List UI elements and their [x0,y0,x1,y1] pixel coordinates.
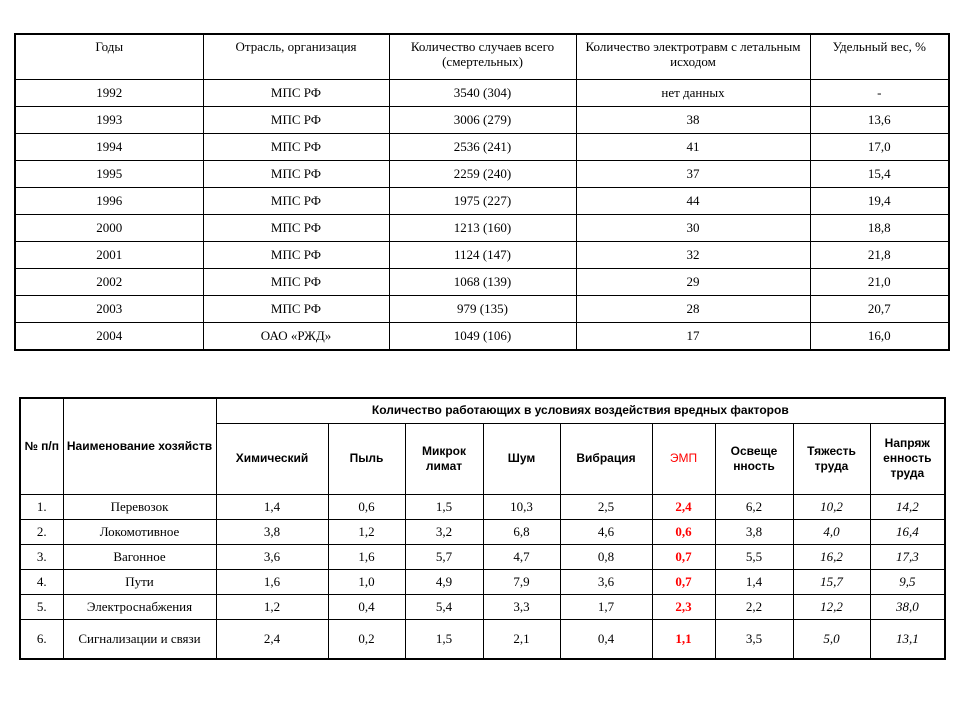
cell-chemical: 2,4 [216,619,328,659]
cell-chemical: 1,4 [216,494,328,519]
cell-organization: МПС РФ [203,296,389,323]
cell-organization: МПС РФ [203,161,389,188]
cell-total-cases: 3540 (304) [389,80,576,107]
cell-vibration: 2,5 [560,494,652,519]
header-number: № п/п [20,398,63,494]
cell-chemical: 1,6 [216,569,328,594]
cell-fatal-electrotrauma: 41 [576,134,810,161]
cell-total-cases: 1049 (106) [389,323,576,351]
cell-dust: 1,6 [328,544,405,569]
cell-number: 6. [20,619,63,659]
cell-total-cases: 1068 (139) [389,269,576,296]
table-header-row [20,398,945,423]
harmful-factors-table [19,397,946,660]
cell-share-percent: 21,8 [810,242,949,269]
table-row [15,188,949,215]
cell-emp: 2,3 [652,594,715,619]
cell-year: 1993 [15,107,203,134]
header-chemical: Химический [216,423,328,494]
table-row [20,494,945,519]
cell-fatal-electrotrauma: 44 [576,188,810,215]
cell-year: 1996 [15,188,203,215]
cell-organization: МПС РФ [203,215,389,242]
cell-organization: МПС РФ [203,269,389,296]
table-row [15,296,949,323]
cell-noise: 2,1 [483,619,560,659]
cell-total-cases: 3006 (279) [389,107,576,134]
header-lighting: Освеще нность [715,423,793,494]
cell-share-percent: 19,4 [810,188,949,215]
cell-dust: 0,6 [328,494,405,519]
cell-organization: МПС РФ [203,242,389,269]
table-row [20,569,945,594]
cell-noise: 7,9 [483,569,560,594]
cell-work-intensity: 38,0 [870,594,945,619]
cell-lighting: 3,8 [715,519,793,544]
cell-year: 1992 [15,80,203,107]
cell-work-severity: 10,2 [793,494,870,519]
cell-emp: 0,7 [652,544,715,569]
cell-department-name: Электроснабжения [63,594,216,619]
cell-year: 2002 [15,269,203,296]
cell-chemical: 3,8 [216,519,328,544]
cell-microclimate: 3,2 [405,519,483,544]
cell-department-name: Сигнализации и связи [63,619,216,659]
cell-chemical: 1,2 [216,594,328,619]
cell-chemical: 3,6 [216,544,328,569]
table-row [20,619,945,659]
cell-total-cases: 1213 (160) [389,215,576,242]
cell-department-name: Вагонное [63,544,216,569]
cell-number: 1. [20,494,63,519]
cell-fatal-electrotrauma: 30 [576,215,810,242]
table-row [15,134,949,161]
cell-year: 2003 [15,296,203,323]
cell-fatal-electrotrauma: 17 [576,323,810,351]
cell-lighting: 2,2 [715,594,793,619]
cell-work-intensity: 13,1 [870,619,945,659]
table-row [20,544,945,569]
cell-noise: 6,8 [483,519,560,544]
header-organization: Отрасль, организация [203,34,389,80]
cell-department-name: Пути [63,569,216,594]
cell-work-intensity: 9,5 [870,569,945,594]
cell-year: 2000 [15,215,203,242]
cell-vibration: 4,6 [560,519,652,544]
header-work-severity: Тяжесть труда [793,423,870,494]
cell-number: 4. [20,569,63,594]
header-noise: Шум [483,423,560,494]
cell-department-name: Локомотивное [63,519,216,544]
cell-microclimate: 4,9 [405,569,483,594]
cell-fatal-electrotrauma: 38 [576,107,810,134]
table-row [15,242,949,269]
cell-share-percent: 15,4 [810,161,949,188]
cell-number: 5. [20,594,63,619]
header-dust: Пыль [328,423,405,494]
cell-number: 3. [20,544,63,569]
cell-organization: МПС РФ [203,80,389,107]
cell-dust: 1,0 [328,569,405,594]
electrotrauma-table [14,33,950,351]
cell-noise: 4,7 [483,544,560,569]
cell-lighting: 6,2 [715,494,793,519]
cell-number: 2. [20,519,63,544]
cell-organization: МПС РФ [203,134,389,161]
cell-dust: 0,2 [328,619,405,659]
cell-share-percent: 17,0 [810,134,949,161]
cell-department-name: Перевозок [63,494,216,519]
header-fatal-electrotrauma: Количество электротравм с летальным исходом [576,34,810,80]
cell-work-severity: 16,2 [793,544,870,569]
header-years: Годы [15,34,203,80]
table-header-row [15,34,949,80]
cell-work-severity: 12,2 [793,594,870,619]
cell-work-intensity: 17,3 [870,544,945,569]
cell-share-percent: 20,7 [810,296,949,323]
cell-fatal-electrotrauma: нет данных [576,80,810,107]
cell-share-percent: - [810,80,949,107]
cell-microclimate: 5,7 [405,544,483,569]
header-work-intensity: Напряж енность труда [870,423,945,494]
header-department-name: Наименование хозяйств [63,398,216,494]
cell-dust: 0,4 [328,594,405,619]
header-harmful-factors-group: Количество работающих в условиях воздействия вредных факторов [216,398,945,423]
cell-total-cases: 979 (135) [389,296,576,323]
cell-organization: МПС РФ [203,188,389,215]
cell-share-percent: 21,0 [810,269,949,296]
header-share-percent: Удельный вес, % [810,34,949,80]
cell-year: 1994 [15,134,203,161]
cell-work-severity: 5,0 [793,619,870,659]
cell-lighting: 3,5 [715,619,793,659]
cell-dust: 1,2 [328,519,405,544]
cell-lighting: 1,4 [715,569,793,594]
cell-vibration: 0,8 [560,544,652,569]
cell-lighting: 5,5 [715,544,793,569]
header-emp: ЭМП [652,423,715,494]
table-row [20,519,945,544]
cell-emp: 1,1 [652,619,715,659]
cell-fatal-electrotrauma: 32 [576,242,810,269]
table-row [15,269,949,296]
table-row [15,107,949,134]
cell-total-cases: 2536 (241) [389,134,576,161]
cell-vibration: 1,7 [560,594,652,619]
cell-share-percent: 13,6 [810,107,949,134]
header-total-cases: Количество случаев всего (смертельных) [389,34,576,80]
header-microclimate: Микрок лимат [405,423,483,494]
cell-organization: МПС РФ [203,107,389,134]
cell-noise: 3,3 [483,594,560,619]
cell-share-percent: 18,8 [810,215,949,242]
cell-emp: 0,6 [652,519,715,544]
cell-share-percent: 16,0 [810,323,949,351]
cell-microclimate: 1,5 [405,619,483,659]
cell-year: 1995 [15,161,203,188]
cell-year: 2004 [15,323,203,351]
cell-fatal-electrotrauma: 28 [576,296,810,323]
cell-work-severity: 4,0 [793,519,870,544]
cell-total-cases: 1124 (147) [389,242,576,269]
header-vibration: Вибрация [560,423,652,494]
cell-work-intensity: 16,4 [870,519,945,544]
cell-total-cases: 2259 (240) [389,161,576,188]
table-row [20,594,945,619]
cell-work-intensity: 14,2 [870,494,945,519]
table-row [15,80,949,107]
cell-fatal-electrotrauma: 37 [576,161,810,188]
cell-year: 2001 [15,242,203,269]
cell-fatal-electrotrauma: 29 [576,269,810,296]
cell-work-severity: 15,7 [793,569,870,594]
cell-vibration: 0,4 [560,619,652,659]
cell-microclimate: 1,5 [405,494,483,519]
table-row [15,161,949,188]
cell-vibration: 3,6 [560,569,652,594]
cell-noise: 10,3 [483,494,560,519]
cell-emp: 2,4 [652,494,715,519]
cell-emp: 0,7 [652,569,715,594]
cell-microclimate: 5,4 [405,594,483,619]
cell-total-cases: 1975 (227) [389,188,576,215]
table-row [15,323,949,351]
cell-organization: ОАО «РЖД» [203,323,389,351]
table-row [15,215,949,242]
